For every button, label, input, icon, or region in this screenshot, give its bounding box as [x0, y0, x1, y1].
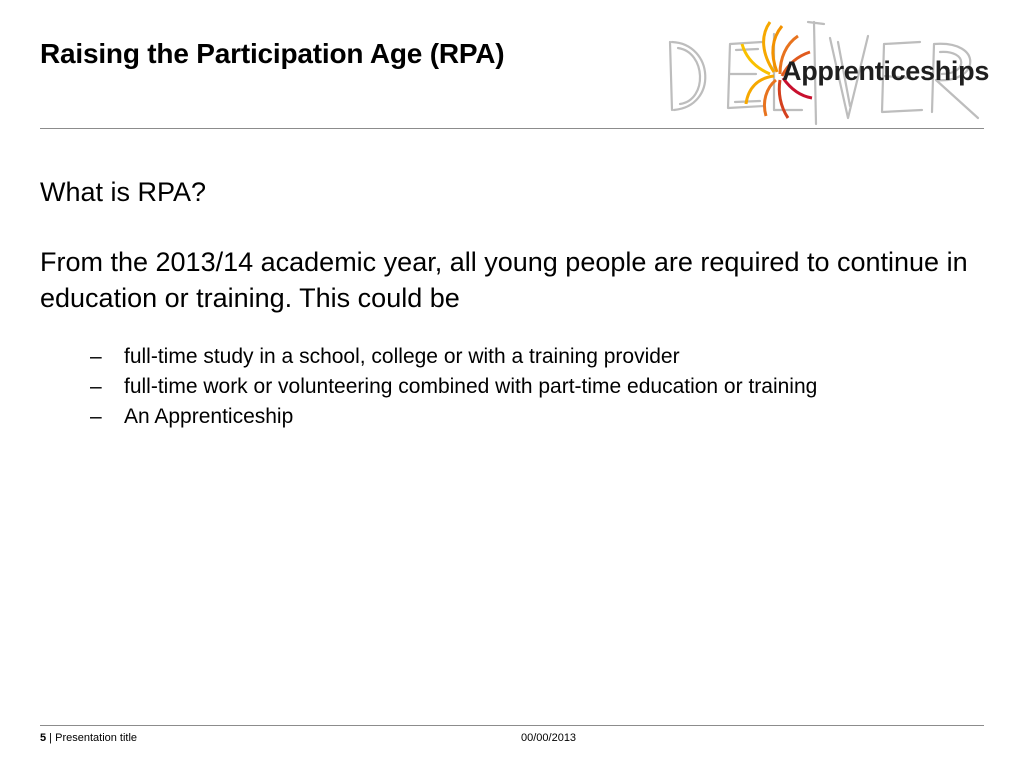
page-number: 5	[40, 732, 47, 744]
bullet-dash: –	[90, 345, 102, 368]
body-question: What is RPA?	[40, 177, 207, 207]
bullet-dash: –	[90, 375, 102, 398]
footer-separator: |	[46, 732, 56, 744]
logo-wordmark: Apprenticeships	[782, 56, 990, 86]
list-item	[90, 342, 890, 372]
presentation-title: Presentation title	[55, 732, 138, 744]
footer-left	[40, 732, 137, 744]
list-item-text: full-time work or volunteering combined with part-time education or training	[124, 375, 818, 398]
list-item-text: An Apprenticeship	[124, 405, 294, 428]
bullet-dash: –	[90, 405, 102, 428]
footer-date: 00/00/2013	[521, 732, 577, 744]
body-intro: From the 2013/14 academic year, all young people are required to continue in education or training. This could be	[40, 247, 968, 313]
list-item	[90, 372, 890, 402]
footer-divider	[40, 725, 984, 726]
slide-body	[40, 174, 970, 432]
header-divider	[40, 128, 984, 129]
list-item-text: full-time study in a school, college or with a training provider	[124, 345, 680, 368]
slide-title: Raising the Participation Age (RPA)	[40, 38, 505, 69]
bullet-list	[40, 342, 890, 432]
list-item	[90, 402, 890, 432]
apprenticeships-logo	[662, 14, 988, 126]
